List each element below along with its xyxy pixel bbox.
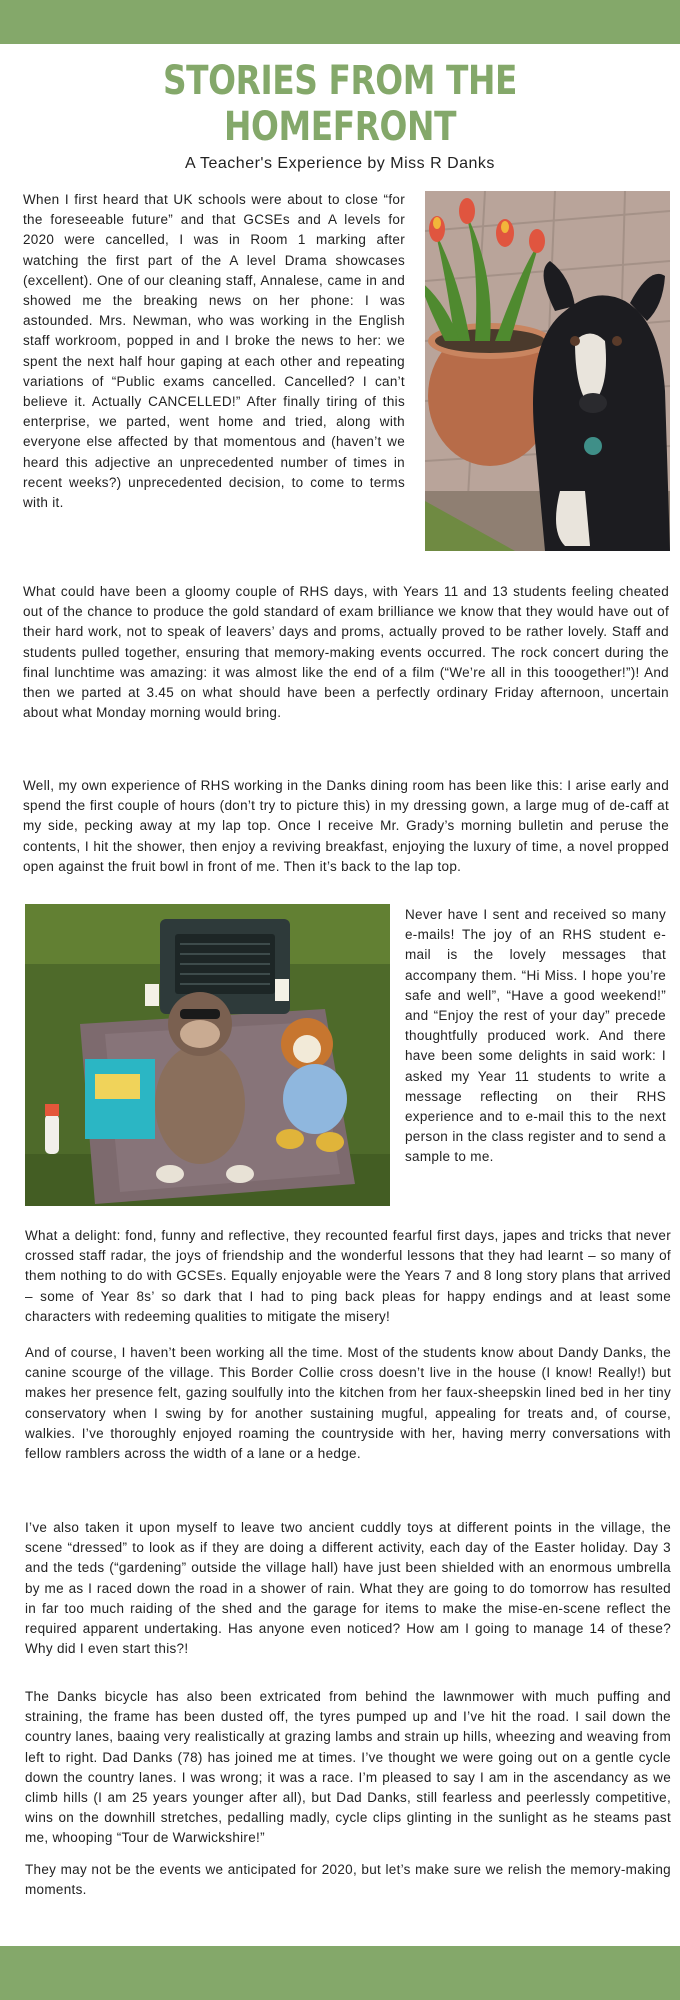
dog-photo: [425, 191, 670, 551]
paragraph-dandy-danks: And of course, I haven’t been working all the time. Most of the students know about Dandy Danks, the canine scourge of the village. This Border Collie cross doesn’t live in the house (I know! Really!) but makes her presence felt, gazing soulfully into the kitchen from her faux-sheepskin lined bed in her tiny conservatory when I swing by for another sustaining mugful, appealing for treats and, of course, walkies. I’ve thoroughly enjoyed roaming the countryside with her, having merry conversations with fellow ramblers across the width of a lane or a hedge.: [25, 1345, 671, 1462]
paragraph-cuddly-toys: I’ve also taken it upon myself to leave two ancient cuddly toys at different points in the village, the scene “dressed” to look as if they are doing a different activity, each day of the Easter holiday. Day 3 and the teds (“gardening” outside the village hall) have just been shielded with an enormous umbrella by me as I raced down the road in a shower of rain. What they are going to do tomorrow has resulted in far too much raiding of the shed and the garage for items to make the mise-en-scene reflect the required apparent undertaking. Has anyone even noticed? How am I going to manage 14 of these? Why did I even start this?!: [25, 1520, 671, 1657]
paragraph-emails: Never have I sent and received so many e-mails! The joy of an RHS student e-mail is the lovely messages that accompany them. “Hi Miss. I hope you’re safe and well”, “Have a good weekend!” and “Enjoy the rest of your day” precede thoughtfully produced work. And there have been some delights in said work: I asked my Year 11 students to write a message reflecting on their RHS experience and to e-mail this to the next person in the class register and to send a sample to me.: [405, 907, 666, 1165]
title-line-2: HOMEFRONT: [223, 104, 457, 150]
paragraph-final-days: What could have been a gloomy couple of RHS days, with Years 11 and 13 students feeling cheated out of the chance to produce the gold standard of exam brilliance we know that they would have out of their hard work, not to speak of leavers’ days and proms, actually proved to be rather lovely. Staff and students pulled together, ensuring that memory-making events occurred. The rock concert during the final lunchtime was amazing: it was almost like the end of a film (“We’re all in this tooogether!”)! And then we parted at 3.45 on what should have been a perfectly ordinary Friday afternoon, uncertain about what Monday morning would bring.: [23, 584, 669, 721]
title-line-1: STORIES FROM THE: [162, 58, 518, 104]
paragraph-exams-cancelled: When I first heard that UK schools were about to close “for the foreseeable future” and that GCSEs and A levels for 2020 were cancelled, I was in Room 1 marking after watching the first part of the A level Drama showcases (excellent). One of our cleaning staff, Annalese, came in and showed me the breaking news on her phone: I was astounded. Mrs. Newman, who was working in the English staff workroom, popped in and I broke the news to her: we spent the next half hour gaping at each other and repeating variations of “Public exams cancelled. Cancelled? I can’t believe it. Actually CANCELLED!” After finally tiring of this enterprise, we parted, went home and tried, along with everyone else affected by that momentous and (haven’t we heard this adjective an unprecedented number of times in recent weeks?) unprecedented decision, to come to terms with it.: [23, 192, 405, 511]
toys-photo: [25, 904, 390, 1206]
paragraph-delight: What a delight: fond, funny and reflective, they recounted fearful first days, japes and tricks that never crossed staff radar, the joys of friendship and the wonderful lessons that they had learnt – so many of them nothing to do with GCSEs. Equally enjoyable were the Years 7 and 8 long story plans that arrived – some of Year 8s’ so dark that I had to ping back pleas for happy endings and at least some characters with redeeming qualities to mitigate the misery!: [25, 1228, 671, 1324]
paragraph-bicycle: The Danks bicycle has also been extricated from behind the lawnmower with much puffing and straining, the frame has been dusted off, the tyres pumped up and I’ve hit the road. I sail down the country lanes, baaing very realistically at grazing lambs and strain up hills, wheezing and weaving from left to right. Dad Danks (78) has joined me at times. I’ve thought we were going out on a gentle cycle down the country lanes. I was wrong; it was a race. I’m pleased to say I am in the ascendancy as we climb hills (I am 25 years younger after all), but Dad Danks, still fearless and peerlessly competitive, wins on the downhill stretches, pedalling madly, cycle clips glinting in the sunlight as he steams past me, whooping “Tour de Warwickshire!”: [25, 1689, 671, 1846]
paragraph-daily-routine: Well, my own experience of RHS working in the Danks dining room has been like this: I arise early and spend the first couple of hours (don’t try to picture this) in my dressing gown, a large mug of de-caff at my side, pecking away at my lap top. Once I receive Mr. Grady’s morning bulletin and peruse the contents, I hit the shower, then enjoy a reviving breakfast, enjoying the luxury of time, a novel propped open against the fruit bowl in front of me. Then it’s back to the lap top.: [23, 778, 669, 874]
top-banner: [0, 0, 680, 44]
byline-subtitle: A Teacher's Experience by Miss R Danks: [185, 155, 495, 172]
paragraph-closing: They may not be the events we anticipated for 2020, but let’s make sure we relish the memory-making moments.: [25, 1862, 671, 1898]
bottom-banner: [0, 1946, 680, 2000]
page-title: [61, 58, 619, 150]
